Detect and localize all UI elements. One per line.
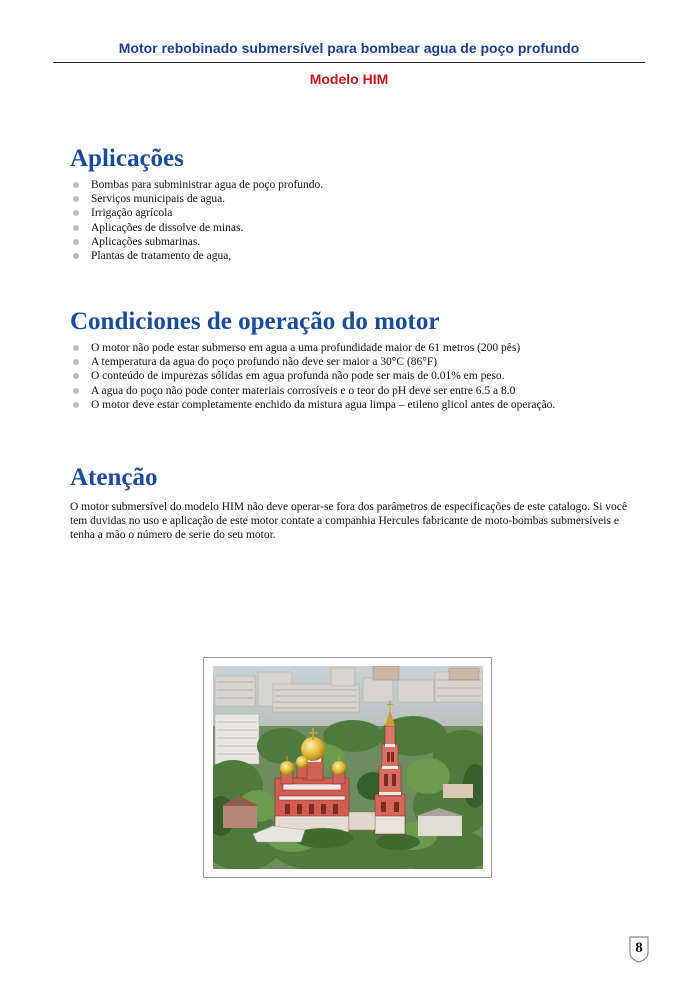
attention-heading: Atenção: [70, 464, 158, 491]
list-item: O motor não pode estar submerso em agua a uma profundidade maior de 61 metros (200 pês): [70, 341, 555, 355]
list-item: A agua do poço não pode conter materiais corrosíveis e o teor do pH deve ser entre 6.5 a 8.0: [70, 384, 555, 398]
list-item: Bombas para subministrar agua de poço profundo.: [70, 178, 323, 192]
list-item: O motor deve estar completamente enchido da mistura agua limpa – etileno glicol antes de operação.: [70, 398, 555, 412]
list-item: Aplicações submarinas.: [70, 235, 323, 249]
header-title: Motor rebobinado submersível para bombear agua de poço profundo: [118, 40, 580, 56]
list-item: O conteúdo de impurezas sólidas em agua profunda não pode ser mais de 0.01% em peso.: [70, 369, 555, 383]
page-number-badge: [628, 935, 650, 963]
list-item: A temperatura da agua do poço profundo não deve ser maior a 30°C (86°F): [70, 355, 555, 369]
cathedral-city-photo: [213, 666, 483, 869]
operating-conditions-heading: Condiciones de operação do motor: [70, 308, 440, 335]
list-item: Serviços municipais de agua.: [70, 192, 323, 206]
operating-conditions-list: [70, 341, 555, 412]
list-item: Plantas de tratamento de agua,: [70, 249, 323, 263]
header-divider: [53, 62, 645, 63]
model-label: Modelo HIM: [309, 71, 389, 87]
cathedral-illustration: [213, 666, 483, 869]
attention-paragraph: O motor submersível do modelo HIM não deve operar-se fora dos parâmetros de especificações de este catalogo. Si você tem duvidas no uso e aplicação de este motor contate a companhia Hercules fabricante de moto-bombas submersíveis e tenha a mão o número de serie do seu motor.: [70, 501, 628, 542]
photo-frame: [203, 657, 492, 878]
list-item: Aplicações de dissolve de minas.: [70, 221, 323, 235]
page-number: 8: [635, 940, 643, 956]
applications-heading: Aplicações: [70, 145, 184, 172]
applications-list: [70, 178, 323, 263]
list-item: Irrigação agrícola: [70, 206, 323, 220]
